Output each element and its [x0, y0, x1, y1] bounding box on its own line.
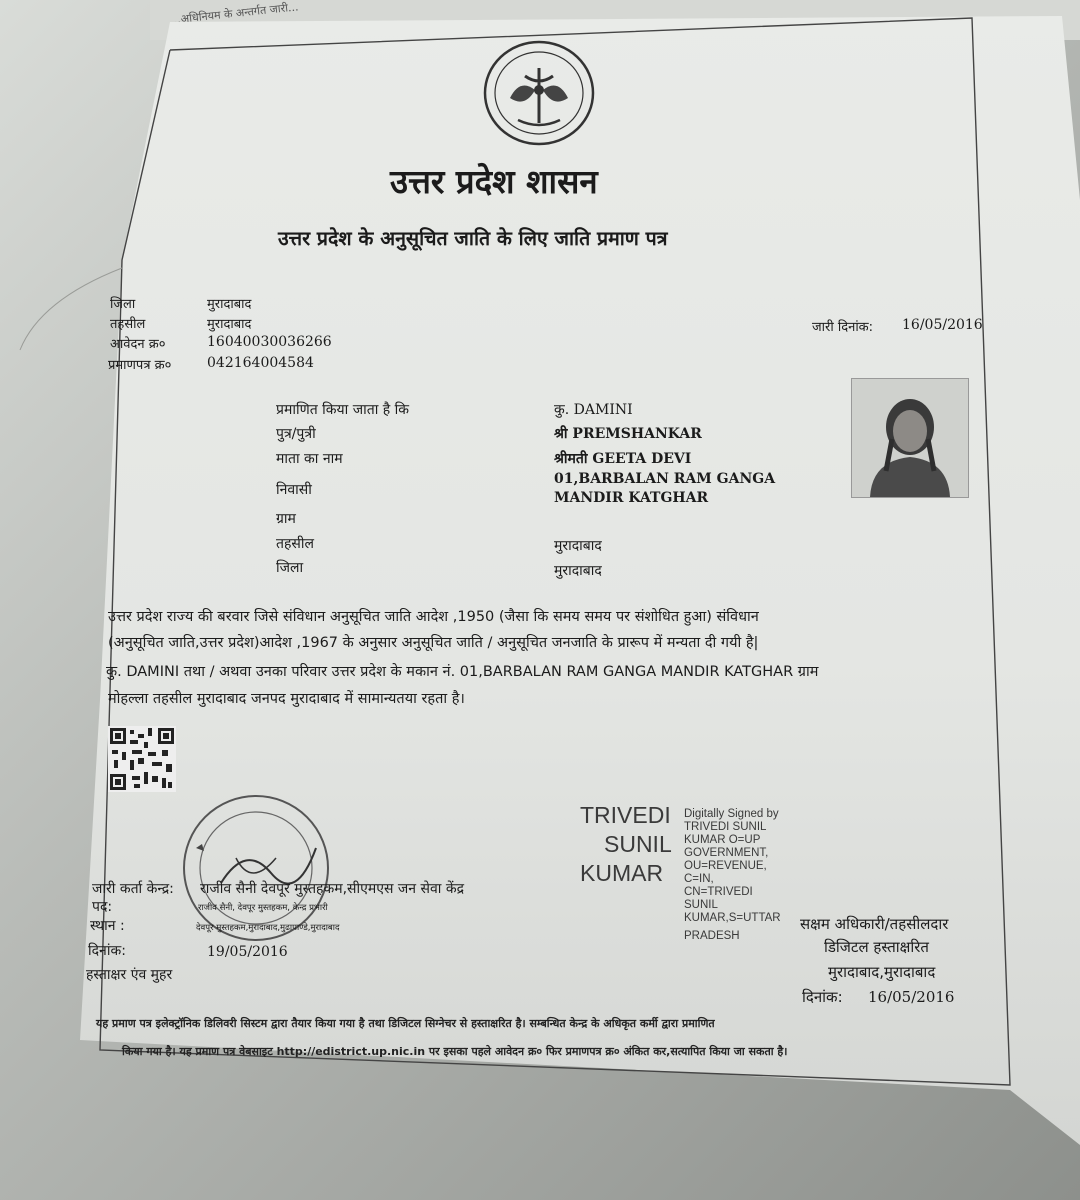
meta-certificate-number: 042164004584: [207, 355, 314, 371]
mother-value: श्रीमती GEETA DEVI: [554, 451, 692, 467]
detail-tehsil-value: मुरादाबाद: [554, 538, 602, 554]
authority-line-3: मुरादाबाद,मुरादाबाद: [828, 963, 936, 981]
issuer-place-label: स्थान :: [90, 918, 125, 934]
meta-district-label: जिला: [110, 297, 136, 312]
footer-line-2: किया गया है। यह प्रमाण पत्र वेबसाइट http://edistrict.up.nic.in पर इसका पहले आवेदन क्र० फिर प्रमाणपत्र क्र० अंकित कर,सत्यापित किया जा सकता है।: [122, 1045, 788, 1058]
signature-details: Digitally Signed by TRIVEDI SUNIL KUMAR O=UP GOVERNMENT, OU=REVENUE, C=IN, CN=TRIVEDI SUNIL KUMAR,S=UTTAR PRADESH: [684, 808, 781, 942]
certify-value: कु. DAMINI: [554, 402, 633, 418]
meta-tehsil-label: तहसील: [110, 317, 146, 332]
issuer-center-value: राजीव सैनी देवपूर मुस्तहकम,सीएमएस जन सेवा केंद्र: [200, 881, 465, 897]
issuer-stamp-line-2: देवपूर मुस्तहकम,मुरादाबाद,मुढापाण्डे,मुरादाबाद: [196, 923, 340, 933]
authority-line-2: डिजिटल हस्ताक्षरित: [824, 938, 929, 956]
resident-value-line1: 01,BARBALAN RAM GANGA: [554, 471, 776, 487]
detail-tehsil-label: तहसील: [276, 536, 314, 552]
detail-district-value: मुरादाबाद: [554, 563, 602, 579]
body-line-4: मोहल्ला तहसील मुरादाबाद जनपद मुरादाबाद में सामान्यतया रहता है।: [108, 691, 465, 707]
meta-application-label: आवेदन क्र०: [110, 337, 166, 352]
issue-date-value: 16/05/2016: [902, 317, 983, 333]
village-label: ग्राम: [276, 511, 296, 527]
issuer-sign-label: हस्ताक्षर एंव मुहर: [86, 967, 173, 983]
signer-name-line-2: SUNIL: [604, 831, 672, 857]
authority-date-label: दिनांक:: [802, 988, 843, 1006]
certificate-subtitle: उत्तर प्रदेश के अनुसूचित जाति के लिए जाति प्रमाण पत्र: [278, 227, 668, 250]
meta-certificate-label: प्रमाणपत्र क्र०: [108, 358, 172, 373]
up-government-emblem: [480, 38, 598, 148]
meta-district-value: मुरादाबाद: [207, 297, 252, 312]
issuer-date-label: दिनांक:: [88, 943, 126, 959]
resident-label: निवासी: [276, 482, 312, 498]
authority-line-1: सक्षम अधिकारी/तहसीलदार: [800, 915, 949, 933]
mother-label: माता का नाम: [276, 451, 343, 467]
meta-application-number: 16040030036266: [207, 334, 332, 350]
relation-label: पुत्र/पुत्री: [276, 426, 316, 442]
body-line-1: उत्तर प्रदेश राज्य की बरवार जिसे संविधान अनुसूचित जाति आदेश ,1950 (जैसा कि समय समय पर संशोधित हुआ) संविधान: [108, 609, 759, 625]
meta-tehsil-value: मुरादाबाद: [207, 317, 252, 332]
issuer-center-label: जारी कर्ता केन्द्र:: [92, 881, 174, 897]
resident-value-line2: MANDIR KATGHAR: [554, 490, 709, 506]
authority-date-value: 16/05/2016: [868, 988, 955, 1006]
issue-date-label: जारी दिनांक:: [812, 320, 874, 335]
applicant-photo: [851, 378, 969, 498]
qr-code: [108, 726, 176, 792]
issuer-post-label: पद:: [92, 899, 113, 915]
issuer-date-value: 19/05/2016: [207, 944, 288, 960]
body-line-2: (अनुसूचित जाति,उत्तर प्रदेश)आदेश ,1967 के अनुसार अनुसूचित जाति / अनुसूचित जनजाति के प्रारूप में मन्यता दी गयी है|: [108, 635, 759, 651]
issuer-stamp-line-1: राजीव सैनी, देवपूर मुस्तहकम, केन्द्र प्रभारी: [198, 903, 328, 913]
signer-name-line-1: TRIVEDI: [580, 802, 671, 828]
body-line-3: कु. DAMINI तथा / अथवा उनका परिवार उत्तर प्रदेश के मकान नं. 01,BARBALAN RAM GANGA MANDIR KATGHAR ग्राम: [106, 664, 819, 680]
relation-value: श्री PREMSHANKAR: [554, 426, 702, 442]
detail-district-label: जिला: [276, 560, 304, 576]
page-title: उत्तर प्रदेश शासन: [390, 162, 598, 201]
signer-name-line-3: KUMAR: [580, 860, 664, 886]
top-note: ...अधिनियम के अन्तर्गत जारी...: [169, 0, 300, 27]
footer-line-1: यह प्रमाण पत्र इलेक्ट्रॉनिक डिलिवरी सिस्टम द्वारा तैयार किया गया है तथा डिजिटल सिग्नेचर से हस्ताक्षरित है। सम्बन्धित केन्द्र के अधिकृत कर्मी द्वारा प्रमाणित: [96, 1017, 715, 1030]
certify-label: प्रमाणित किया जाता है कि: [276, 402, 410, 418]
